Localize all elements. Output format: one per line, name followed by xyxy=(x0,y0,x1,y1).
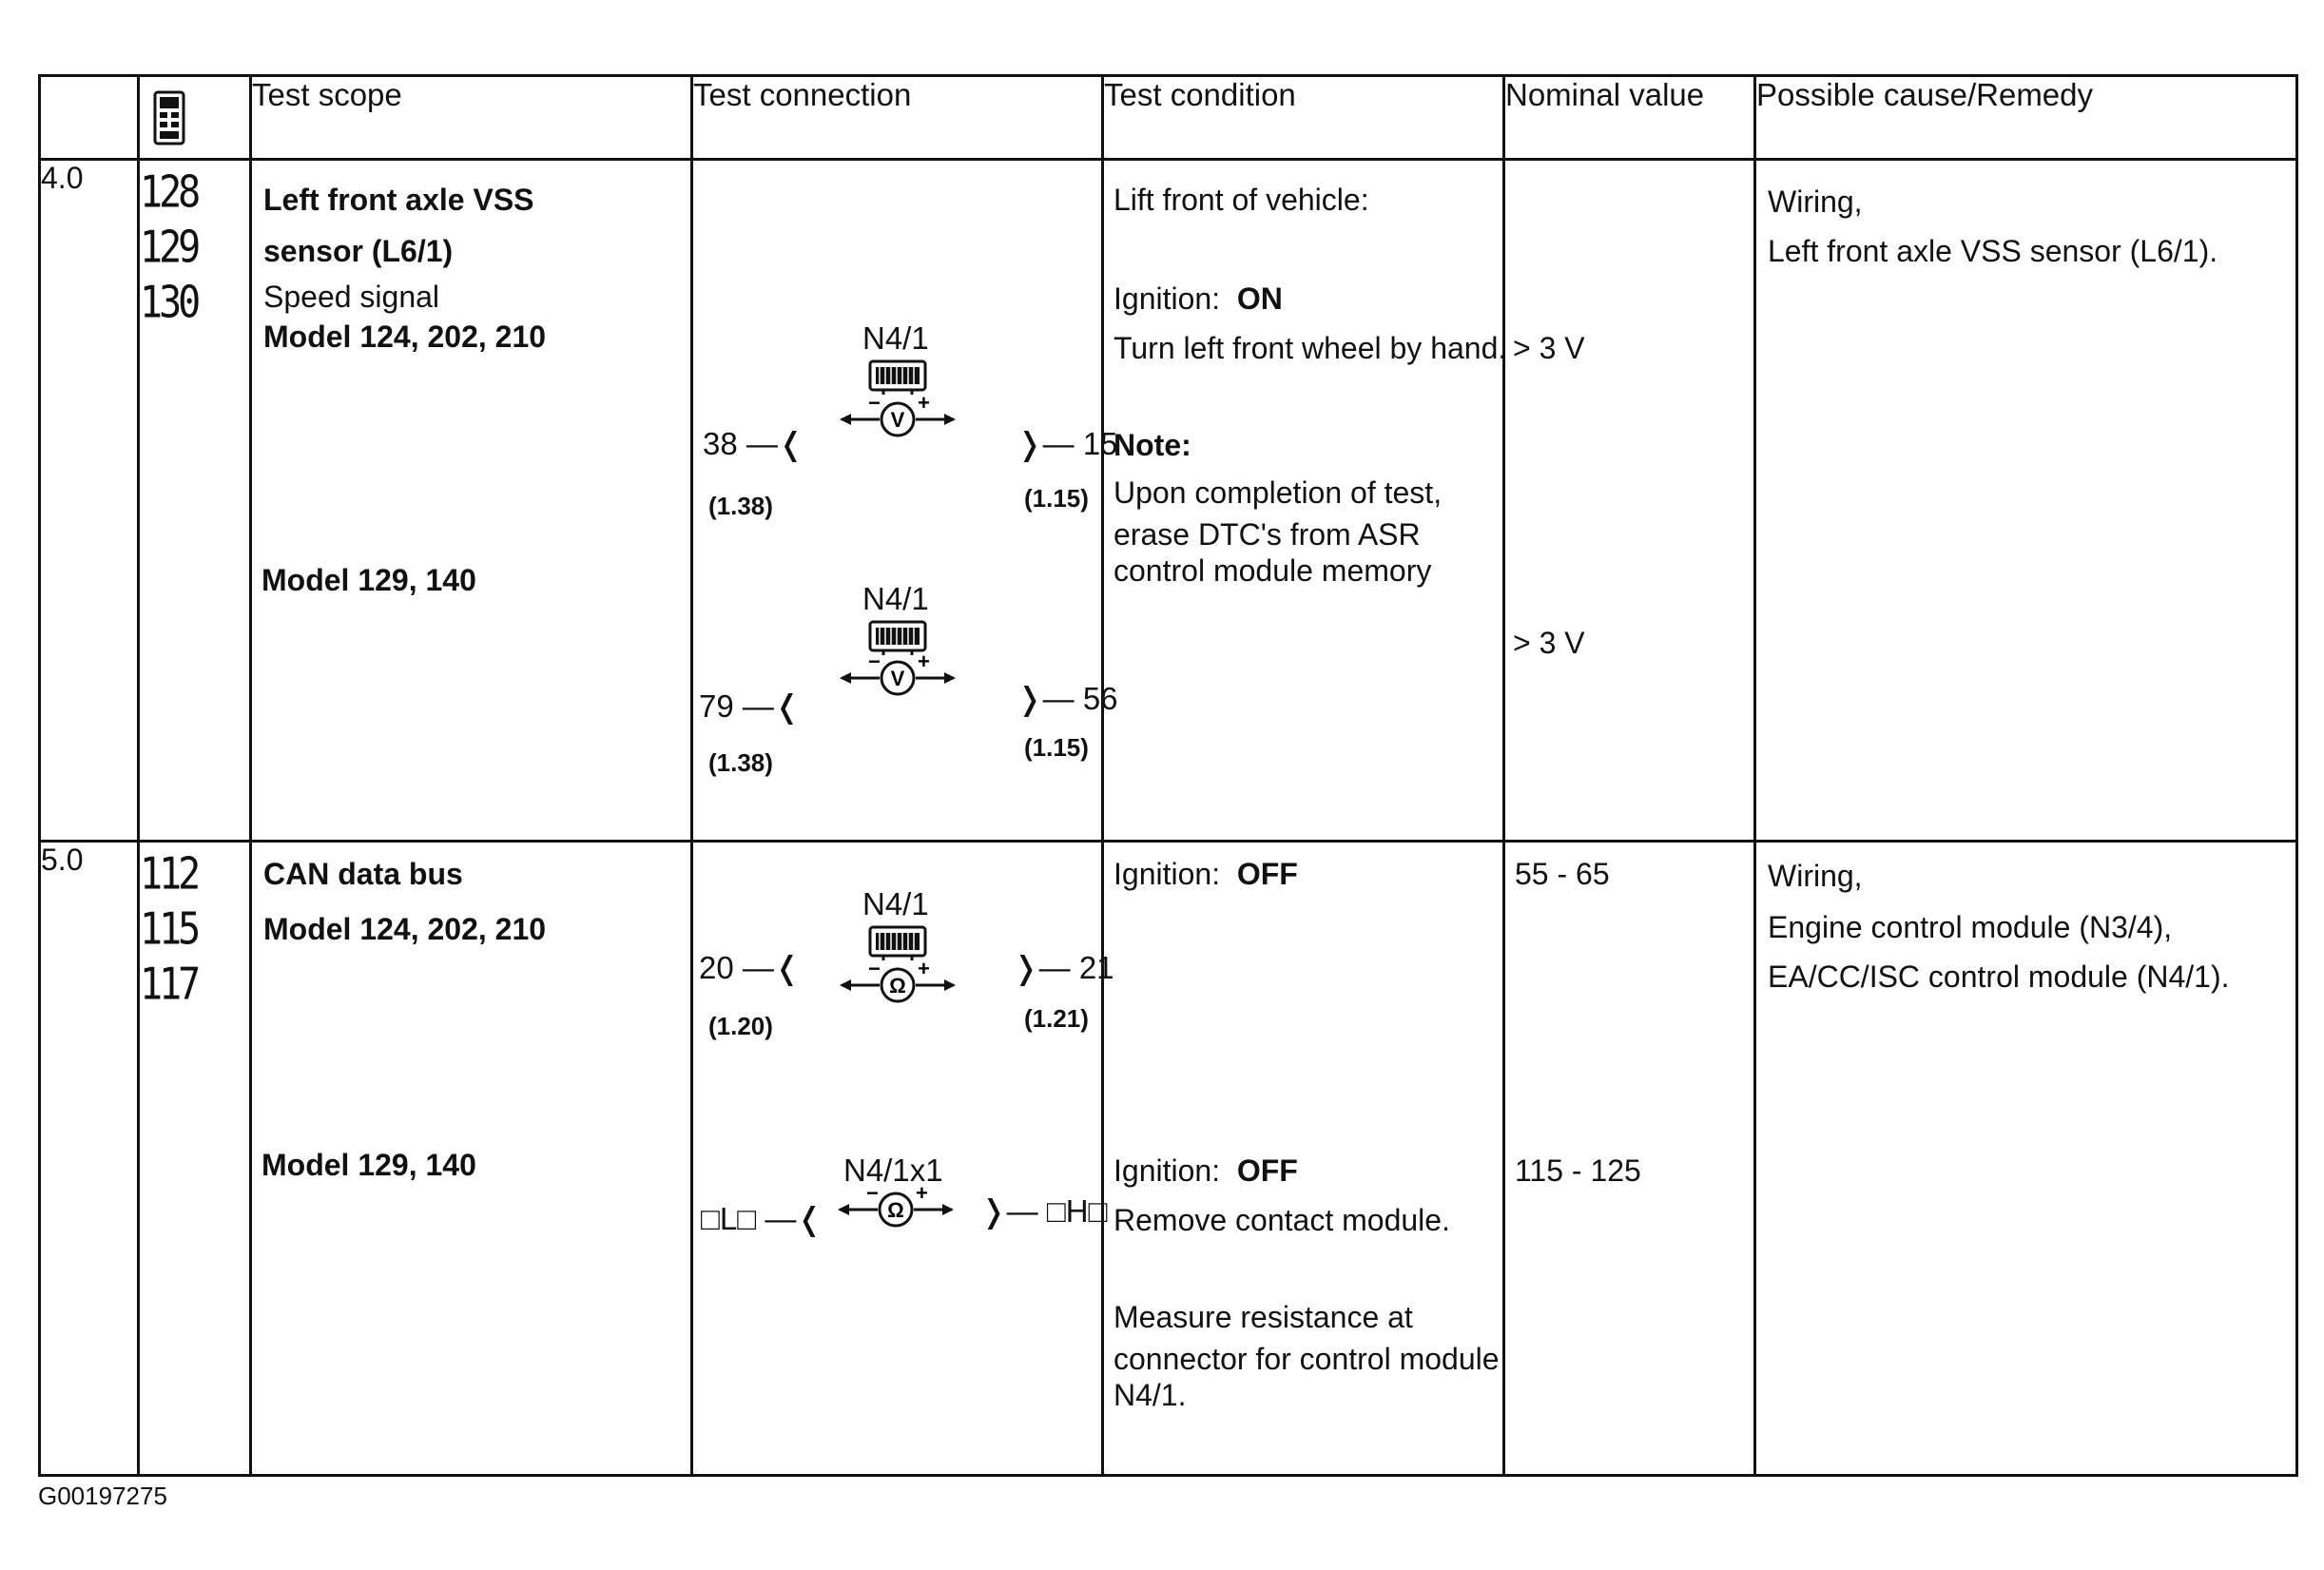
code-list xyxy=(139,160,251,842)
right-lead-icon: ❭— xyxy=(1013,950,1071,985)
nominal-value-cell xyxy=(1504,842,1755,1476)
right-pin: ❭— 15 xyxy=(1017,426,1118,461)
figure-id: G00197275 xyxy=(38,1482,167,1510)
connector-icon xyxy=(864,359,931,397)
right-pin: ❭— □H□ xyxy=(980,1193,1108,1229)
test-connection-cell xyxy=(692,842,1114,1476)
condition-ignition: Ignition: OFF xyxy=(1114,857,1298,891)
table-row xyxy=(40,160,2297,842)
left-lead-icon: —❬ xyxy=(742,688,801,724)
test-connection-cell xyxy=(692,160,1118,842)
right-ref: (1.15) xyxy=(1024,484,1089,513)
left-ref: (1.20) xyxy=(708,1012,773,1040)
voltmeter-icon xyxy=(836,393,959,446)
possible-cause-cell xyxy=(1755,160,2297,842)
header-test-connection: Test connection xyxy=(692,76,1103,160)
scope-title-line2: sensor (L6/1) xyxy=(263,234,454,268)
left-lead-icon: —❬ xyxy=(746,426,804,461)
scope-title: Left front axle VSS xyxy=(263,183,534,217)
possible-cause-cell xyxy=(1755,842,2297,1476)
module-label: N4/1 xyxy=(862,886,929,921)
test-table xyxy=(38,74,2298,1477)
code-list xyxy=(139,842,251,1476)
cause-text: Engine control module (N3/4), xyxy=(1768,910,2173,944)
model-label: Model 129, 140 xyxy=(261,563,476,597)
code-item: 112 xyxy=(140,848,198,900)
right-ref: (1.21) xyxy=(1024,1004,1089,1033)
code-item: 128 xyxy=(140,166,198,218)
right-lead-icon: ❭— xyxy=(1017,426,1075,461)
right-lead-icon: ❭— xyxy=(1017,681,1075,716)
condition-text: Lift front of vehicle: xyxy=(1114,183,1369,217)
module-label: N4/1x1 xyxy=(843,1153,943,1188)
tester-icon xyxy=(153,90,185,145)
svg-text:−: − xyxy=(868,651,881,673)
connector-icon xyxy=(864,924,931,962)
left-lead-icon: —❬ xyxy=(742,950,801,985)
svg-text:−: − xyxy=(868,393,881,415)
scope-title: CAN data bus xyxy=(263,857,463,891)
nominal-value: > 3 V xyxy=(1513,626,1585,660)
svg-text:+: + xyxy=(918,393,930,415)
model-label: Model 124, 202, 210 xyxy=(263,912,547,946)
note-text: erase DTC's from ASR xyxy=(1114,517,1421,552)
note-text: Upon completion of test, xyxy=(1114,475,1443,510)
code-item: 117 xyxy=(140,959,198,1010)
left-lead-icon: —❬ xyxy=(765,1201,823,1236)
nominal-value: 115 - 125 xyxy=(1515,1153,1641,1188)
scope-subtitle: Speed signal xyxy=(263,280,440,314)
condition-text: Measure resistance at xyxy=(1114,1300,1413,1334)
voltmeter-icon xyxy=(836,651,959,705)
nominal-value: > 3 V xyxy=(1513,331,1585,365)
cause-text: Wiring, xyxy=(1768,184,1863,219)
test-scope-cell xyxy=(251,842,692,1476)
model-label: Model 124, 202, 210 xyxy=(263,320,547,354)
condition-text: connector for control module xyxy=(1114,1342,1500,1376)
condition-text: N4/1. xyxy=(1114,1378,1187,1412)
left-ref: (1.38) xyxy=(708,492,773,520)
right-lead-icon: ❭— xyxy=(980,1193,1038,1229)
test-scope-cell xyxy=(251,160,692,842)
cause-text: Wiring, xyxy=(1768,859,1863,893)
header-nominal-value: Nominal value xyxy=(1504,76,1755,160)
note-title: Note: xyxy=(1114,428,1191,462)
condition-text: Turn left front wheel by hand. xyxy=(1114,331,1507,365)
ohmmeter-icon xyxy=(834,1183,958,1236)
nominal-value: 55 - 65 xyxy=(1515,857,1610,891)
header-possible-cause: Possible cause/Remedy xyxy=(1755,76,2297,160)
left-ref: (1.38) xyxy=(708,748,773,777)
header-step-cell xyxy=(40,76,139,160)
code-item: 115 xyxy=(140,903,198,955)
meter-symbol: V xyxy=(890,667,905,690)
test-condition-cell xyxy=(1103,160,1507,842)
header-tester-cell xyxy=(139,76,251,160)
left-pin: 20 —❬ xyxy=(699,950,801,985)
step-number: 5.0 xyxy=(40,842,139,1476)
cause-text: Left front axle VSS sensor (L6/1). xyxy=(1768,234,2218,268)
svg-text:−: − xyxy=(866,1183,879,1205)
step-number: 4.0 xyxy=(40,160,139,842)
svg-text:+: + xyxy=(916,1183,928,1205)
model-label: Model 129, 140 xyxy=(261,1148,476,1182)
table-row xyxy=(40,842,2297,1476)
left-pin: □L□ —❬ xyxy=(701,1201,823,1236)
module-label: N4/1 xyxy=(862,581,929,616)
header-test-condition: Test condition xyxy=(1103,76,1504,160)
svg-text:+: + xyxy=(918,959,930,980)
code-item: 130 xyxy=(140,277,198,328)
test-condition-cell xyxy=(1103,842,1504,1476)
table-header-row xyxy=(40,76,2297,160)
module-label: N4/1 xyxy=(862,320,929,356)
code-item: 129 xyxy=(140,222,198,273)
left-pin: 79 —❬ xyxy=(699,688,801,724)
right-pin: ❭— 56 xyxy=(1017,681,1118,716)
svg-text:+: + xyxy=(918,651,930,673)
note-text: control module memory xyxy=(1114,553,1432,588)
meter-symbol: Ω xyxy=(887,1198,904,1222)
test-table-wrapper xyxy=(38,74,2295,1474)
meter-symbol: V xyxy=(890,408,905,432)
meter-symbol: Ω xyxy=(889,974,906,998)
nominal-value-cell xyxy=(1504,160,1755,842)
condition-ignition: Ignition: OFF xyxy=(1114,1153,1298,1188)
svg-text:−: − xyxy=(868,959,881,980)
cause-text: EA/CC/ISC control module (N4/1). xyxy=(1768,959,2230,994)
right-pin: ❭— 21 xyxy=(1013,950,1114,985)
left-pin: 38 —❬ xyxy=(703,426,804,461)
condition-ignition: Ignition: ON xyxy=(1114,281,1283,316)
header-test-scope: Test scope xyxy=(251,76,692,160)
right-ref: (1.15) xyxy=(1024,733,1089,762)
ohmmeter-icon xyxy=(836,959,959,1012)
condition-text: Remove contact module. xyxy=(1114,1203,1450,1237)
